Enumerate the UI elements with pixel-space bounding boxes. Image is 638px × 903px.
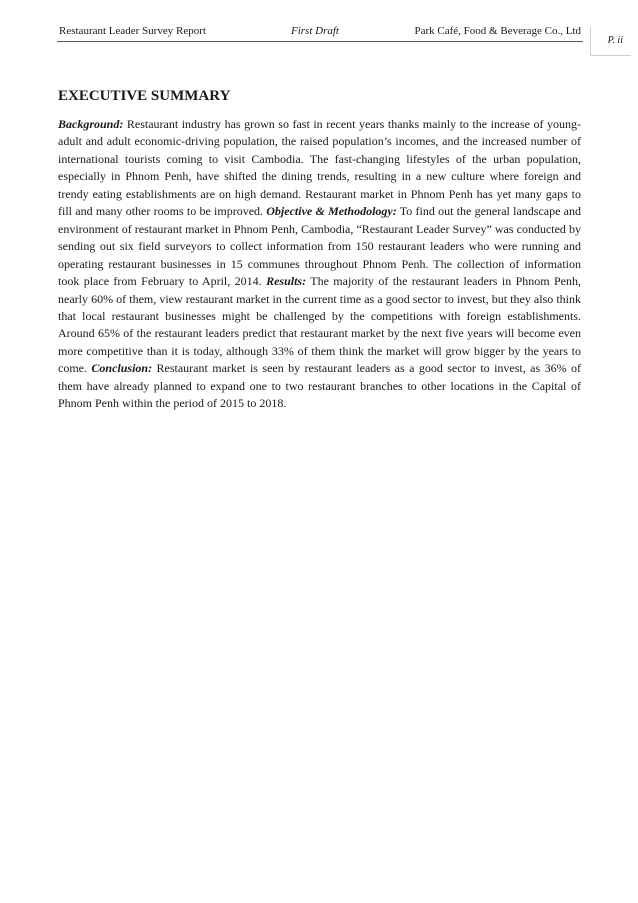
objective-methodology-label: Objective & Methodology: bbox=[266, 204, 397, 219]
header-company-name: Park Café, Food & Beverage Co., Ltd bbox=[414, 25, 581, 37]
header-report-title: Restaurant Leader Survey Report bbox=[59, 25, 206, 37]
header-draft-status: First Draft bbox=[291, 25, 339, 37]
page-number: P. ii bbox=[607, 35, 623, 46]
running-header bbox=[59, 24, 581, 40]
background-text: Restaurant industry has grown so fast in recent years thanks mainly to the increase of young-adult and adult economic-driving population, the raised population’s incomes, and the increased number of international tourists coming to visit Cambodia. The fast-changing lifestyles of the urban population, especially in Phnom Penh, have shifted the dining trends, resulting in a new culture where foreign and trendy eating establishments are on high demand. Restaurant market in Phnom Penh has yet many gaps to fill and many other rooms to be improved. bbox=[58, 117, 581, 219]
results-label: Results: bbox=[266, 274, 307, 289]
background-label: Background: bbox=[58, 117, 124, 131]
conclusion-label: Conclusion: bbox=[91, 361, 153, 376]
results-text: The majority of the restaurant leaders in Phnom Penh, nearly 60% of them, view restaurant market in the current time as a good sector to invest, but they also think that local restaurant businesses might be challenged by the competitions with foreign establishments. Around 65% of the restaurant leaders predict that restaurant market by the next five years will become even more competitive than it is today, although 33% of them think the market will grow bigger by the years to come. bbox=[58, 274, 582, 376]
section-title: EXECUTIVE SUMMARY bbox=[58, 88, 231, 104]
header-rule bbox=[57, 41, 583, 42]
conclusion-text: Restaurant market is seen by restaurant leaders as a good sector to invest, as 36% of them have already planned to expand one to two restaurant branches to other locations in the Capital of Phnom Penh within the period of 2015 to 2018. bbox=[58, 361, 581, 411]
summary-paragraph bbox=[58, 116, 581, 413]
page-number-box bbox=[590, 27, 631, 56]
objective-methodology-text: To find out the general landscape and environment of restaurant market in Phnom Penh, Cambodia, “Restaurant Leader Survey” was conducted by sending out six field surveyors to collect information from 150 restaurant leaders who were running and operating restaurant businesses in 15 communes throughout Phnom Penh. The collection of information took place from February to April, 2014. bbox=[58, 204, 582, 289]
